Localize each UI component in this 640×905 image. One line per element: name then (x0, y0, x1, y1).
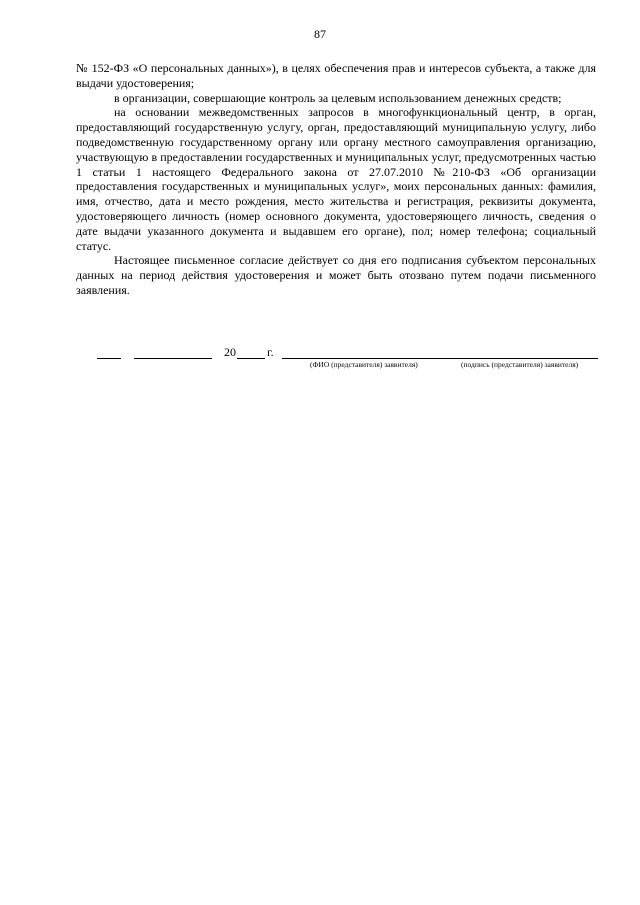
paragraph-control-organizations: в организации, совершающие контроль за целевым использованием денежных средств; (114, 90, 562, 105)
page-number: 87 (314, 27, 326, 41)
year-suffix: г. (267, 345, 274, 359)
year-blank (237, 358, 265, 359)
paragraph-interagency-requests: на основании межведомственных запросов в многофункциональный центр, в орган, предоставляющий государственную услугу, орган, предоставляющий муниципальную услугу, либо подведомственную государственному органу или органу местного самоуправления организацию, участвующую в предоставлении государственных и муниципальных услуг, предусмотренных частью 1 статьи 1 настоящего Федерального закона от 27.07.2010 №210-ФЗ «Об организации предоставления государственных и муниципальных услуг», моих персональных данных: фамилия, имя, отчество, дата и место рождения, место жительства и регистрация, реквизиты документа, удостоверяющего личность (номер основного документа, удостоверяющего личность, сведения о дате выдачи указанного документа и выдавшем его органе), пол; номер телефона; социальный статус. (76, 105, 596, 253)
year-prefix: 20 (224, 345, 236, 359)
signature-caption: (подпись (представителя) заявителя) (461, 360, 579, 369)
paragraph-consent-validity: Настоящее письменное согласие действует со дня его подписания субъектом персональных данных на период действия удостоверения и может быть отозвано путем подачи письменного заявления. (76, 253, 596, 297)
fio-caption: (ФИО (представителя) заявителя) (310, 360, 418, 369)
day-blank (97, 358, 121, 359)
month-blank (134, 358, 212, 359)
document-body (76, 61, 596, 298)
fio-signature-blank (282, 358, 598, 359)
paragraph-continuation: № 152-ФЗ «О персональных данных»), в целях обеспечения прав и интересов субъекта, а также для выдачи удостоверения; (76, 61, 596, 90)
